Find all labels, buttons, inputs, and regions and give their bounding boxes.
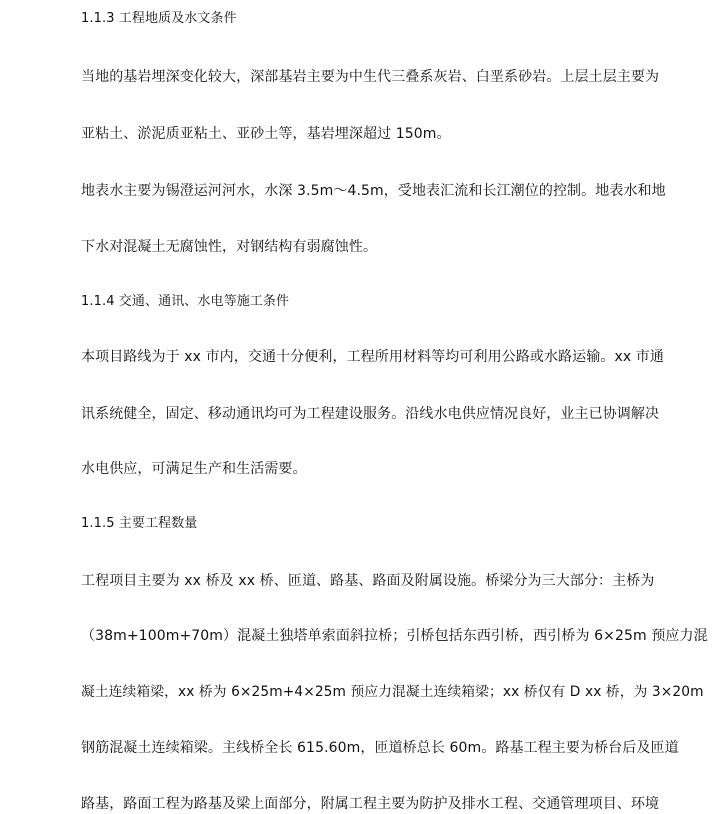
paragraph-line: 当地的基岩埋深变化较大，深部基岩主要为中生代三叠系灰岩、白垩系砂岩。上层土层主要为 (81, 69, 660, 85)
paragraph-line: 下水对混凝土无腐蚀性，对钢结构有弱腐蚀性。 (81, 239, 378, 255)
section-heading-1-1-3: 1.1.3 工程地质及水文条件 (81, 11, 237, 26)
paragraph-line: 本项目路线为于 xx 市内，交通十分便利，工程所用材料等均可利用公路或水路运输。xx 市通 (81, 349, 664, 365)
paragraph-line: 讯系统健全，固定、移动通讯均可为工程建设服务。沿线水电供应情况良好，业主已协调解决 (81, 406, 660, 422)
paragraph-line: 凝土连续箱梁，xx 桥为 6×25m+4×25m 预应力混凝土连续箱梁；xx 桥仅有 D xx 桥，为 3×20m (81, 684, 704, 700)
paragraph-line: 工程项目主要为 xx 桥及 xx 桥、匝道、路基、路面及附属设施。桥梁分为三大部分：主桥为 (81, 573, 655, 589)
paragraph-line: 地表水主要为锡澄运河河水，水深 3.5m～4.5m，受地表汇流和长江潮位的控制。地表水和地 (81, 183, 666, 199)
section-heading-1-1-4: 1.1.4 交通、通讯、水电等施工条件 (81, 294, 290, 309)
paragraph-line: 水电供应，可满足生产和生活需要。 (81, 461, 307, 477)
paragraph-line: 亚粘土、淤泥质亚粘土、亚砂土等，基岩埋深超过 150m。 (81, 126, 451, 142)
paragraph-line: 路基，路面工程为路基及梁上面部分，附属工程主要为防护及排水工程、交通管理项目、环境 (81, 796, 660, 812)
paragraph-line: 钢筋混凝土连续箱梁。主线桥全长 615.60m，匝道桥总长 60m。路基工程主要为桥台后及匝道 (81, 740, 679, 756)
section-heading-1-1-5: 1.1.5 主要工程数量 (81, 516, 198, 531)
paragraph-line: （38m+100m+70m）混凝土独塔单索面斜拉桥；引桥包括东西引桥，西引桥为 6×25m 预应力混 (81, 628, 708, 644)
